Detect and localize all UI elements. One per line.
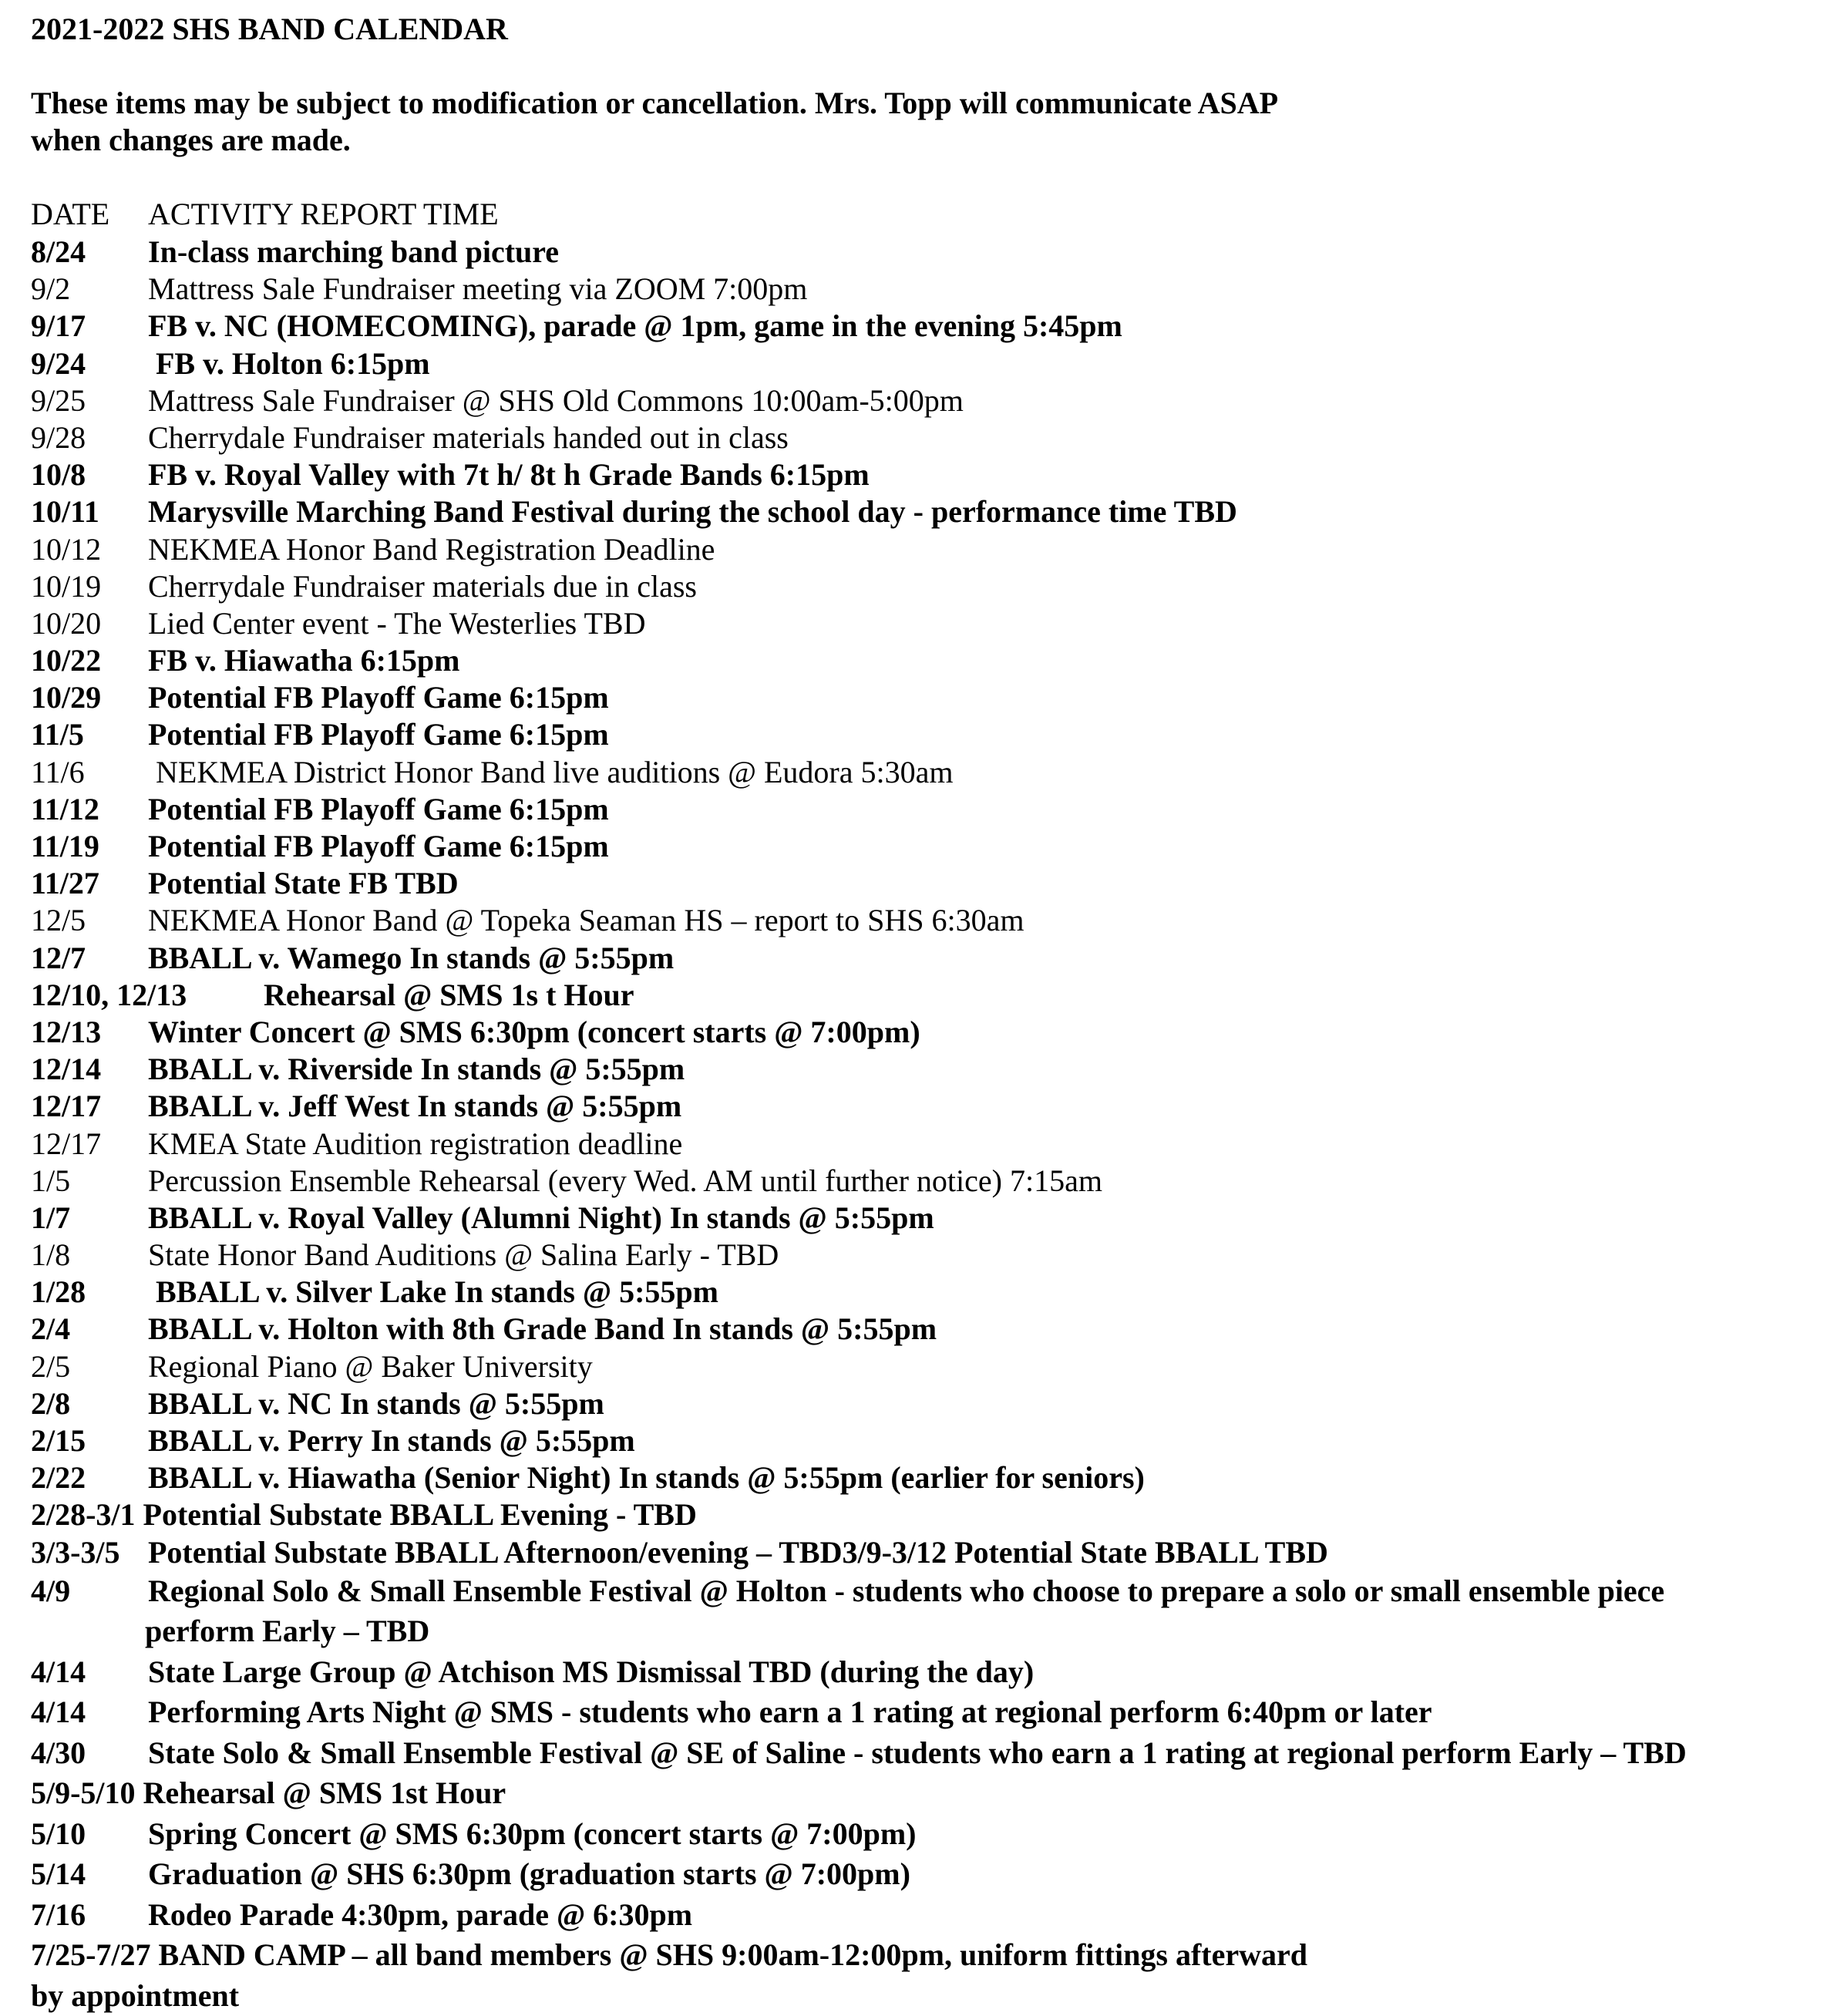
list-item: [31, 1571, 1804, 1652]
list-item: [31, 1200, 1804, 1237]
list-item: [31, 531, 1804, 568]
entry-activity: Cherrydale Fundraiser materials due in class: [148, 568, 697, 604]
entry-date: 9/25: [31, 382, 86, 418]
entry-date: 10/11: [31, 494, 99, 530]
entry-date: 4/9: [31, 1573, 71, 1608]
entry-activity: In-class marching band picture: [148, 234, 560, 269]
entry-activity: Potential FB Playoff Game 6:15pm: [148, 717, 609, 752]
list-item: [31, 642, 1804, 679]
notice-text: [31, 85, 1278, 159]
entry-date: 1/5: [31, 1163, 71, 1198]
entry-date: 10/12: [31, 531, 102, 567]
calendar-list: [31, 234, 1804, 2016]
entry-activity: NEKMEA Honor Band @ Topeka Seaman HS – report to SHS 6:30am: [148, 903, 1025, 938]
list-item: [31, 271, 1804, 308]
list-item: [31, 828, 1804, 865]
entry-activity: Mattress Sale Fundraiser meeting via ZOOM 7:00pm: [148, 271, 808, 307]
list-item: [31, 1459, 1804, 1496]
entry-date: 12/17: [31, 1089, 102, 1124]
entry-activity: Regional Piano @ Baker University: [148, 1348, 593, 1384]
list-item: [31, 1692, 1804, 1733]
entry-date: 9/17: [31, 308, 86, 344]
entry-date: 12/5: [31, 903, 86, 938]
list-item: [31, 1733, 1804, 1774]
list-item: [31, 1895, 1804, 1936]
entry-date: 5/9-5/10: [31, 1775, 136, 1811]
entry-activity: Graduation @ SHS 6:30pm (graduation starts @ 7:00pm): [148, 1856, 910, 1892]
list-item: [31, 865, 1804, 902]
entry-date: 8/24: [31, 234, 86, 269]
entry-date: 2/15: [31, 1423, 86, 1458]
entry-date: 10/20: [31, 605, 102, 641]
entry-activity: Potential FB Playoff Game 6:15pm: [148, 829, 609, 863]
entry-activity: FB v. Hiawatha 6:15pm: [148, 643, 460, 678]
entry-date: 5/14: [31, 1856, 86, 1892]
entry-date: 2/28-3/1: [31, 1497, 136, 1533]
entry-date: 12/17: [31, 1126, 102, 1161]
list-item: [31, 1854, 1804, 1895]
entry-date: 4/14: [31, 1695, 86, 1730]
list-item: [31, 308, 1804, 345]
entry-activity: NEKMEA District Honor Band live auditions @ Eudora 5:30am: [156, 754, 954, 789]
entry-date: 7/16: [31, 1897, 86, 1932]
activity-column-header: ACTIVITY REPORT TIME: [148, 197, 499, 231]
entry-date: 2/8: [31, 1385, 71, 1421]
entry-date: 11/5: [31, 717, 84, 752]
column-header: [31, 196, 499, 233]
entry-activity: BBALL v. Jeff West In stands @ 5:55pm: [148, 1089, 682, 1124]
entry-activity: Rehearsal @ SMS 1s t Hour: [264, 977, 634, 1012]
list-item: [31, 1496, 1804, 1533]
entry-activity: Percussion Ensemble Rehearsal (every Wed. AM until further notice) 7:15am: [148, 1163, 1102, 1198]
entry-activity: Winter Concert @ SMS 6:30pm (concert starts @ 7:00pm): [148, 1014, 920, 1049]
entry-activity: Spring Concert @ SMS 6:30pm (concert starts @ 7:00pm): [148, 1816, 917, 1851]
entry-date: 10/8: [31, 457, 86, 493]
entry-inline: [31, 1773, 506, 1814]
list-item: [31, 754, 1804, 791]
entry-date: 10/29: [31, 680, 102, 715]
list-item: [31, 1163, 1804, 1200]
entry-date: 12/14: [31, 1052, 102, 1087]
list-item: [31, 716, 1804, 753]
entry-activity: NEKMEA Honor Band Registration Deadline: [148, 531, 715, 567]
entry-date: 9/2: [31, 271, 71, 307]
entry-date: 1/28: [31, 1274, 86, 1310]
list-item: [31, 1773, 1804, 1814]
entry-activity: BAND CAMP – all band members @ SHS 9:00am-12:00pm, uniform fittings afterward: [158, 1937, 1308, 1973]
entry-activity: Potential Substate BBALL Evening - TBD: [143, 1497, 697, 1533]
entry-date: 1/8: [31, 1237, 71, 1273]
entry-date: 11/19: [31, 829, 99, 863]
entry-date: 3/3-3/5: [31, 1534, 120, 1570]
notice-line-1: These items may be subject to modification or cancellation. Mrs. Topp will communicate ASAP: [31, 86, 1279, 120]
entry-activity: BBALL v. Royal Valley (Alumni Night) In stands @ 5:55pm: [148, 1200, 934, 1235]
entry-activity: Rodeo Parade 4:30pm, parade @ 6:30pm: [148, 1897, 693, 1932]
list-item: [31, 940, 1804, 977]
entry-activity: BBALL v. Perry In stands @ 5:55pm: [148, 1423, 635, 1458]
entry-activity: BBALL v. Wamego In stands @ 5:55pm: [148, 940, 675, 975]
entry-inline: [31, 1935, 1307, 1976]
list-item: [31, 1051, 1804, 1088]
entry-activity: State Honor Band Auditions @ Salina Early - TBD: [148, 1237, 779, 1273]
list-item: [31, 1422, 1804, 1459]
list-item: [31, 1014, 1804, 1051]
entry-date: 2/22: [31, 1460, 86, 1496]
entry-activity: State Large Group @ Atchison MS Dismissal TBD (during the day): [148, 1654, 1035, 1689]
list-item: [31, 345, 1804, 382]
list-item: [31, 977, 1804, 1014]
entry-activity: BBALL v. NC In stands @ 5:55pm: [148, 1385, 604, 1421]
list-item: [31, 1274, 1804, 1311]
list-item: [31, 1534, 1804, 1571]
list-item-continued: [31, 1976, 1804, 2016]
entry-activity-continued: by appointment: [31, 1977, 240, 2013]
list-item: [31, 1237, 1804, 1274]
entry-activity: Marysville Marching Band Festival during the school day - performance time TBD: [148, 494, 1237, 530]
entry-date: 12/13: [31, 1014, 102, 1049]
notice-line-2: when changes are made.: [31, 123, 351, 157]
entry-date: 7/25-7/27: [31, 1937, 151, 1973]
entry-date: 4/14: [31, 1654, 86, 1689]
entry-date: 11/6: [31, 754, 85, 789]
entry-activity: Cherrydale Fundraiser materials handed out in class: [148, 419, 789, 455]
entry-activity-block: [145, 1571, 1782, 1652]
entry-date: 9/28: [31, 419, 86, 455]
entry-date: 2/4: [31, 1311, 71, 1347]
entry-activity: State Solo & Small Ensemble Festival @ SE of Saline - students who earn a 1 rating at regional perform Early – TBD: [148, 1735, 1687, 1770]
list-item: [31, 1348, 1804, 1385]
list-item: [31, 419, 1804, 456]
entry-activity: Potential FB Playoff Game 6:15pm: [148, 680, 609, 715]
entry-date: 10/22: [31, 643, 102, 678]
entry-date: 11/12: [31, 791, 99, 826]
entry-activity: Regional Solo & Small Ensemble Festival @ Holton - students who choose to prepare a solo or small ensemble piece: [148, 1573, 1665, 1608]
entry-inline: [31, 1496, 697, 1533]
entry-date: 5/10: [31, 1816, 86, 1851]
list-item: [31, 605, 1804, 642]
list-item: [31, 234, 1804, 271]
entry-activity: Rehearsal @ SMS 1st Hour: [143, 1775, 506, 1811]
entry-date: 1/7: [31, 1200, 71, 1235]
list-item: [31, 1385, 1804, 1422]
entry-activity: FB v. Holton 6:15pm: [156, 345, 430, 381]
entry-date: 10/19: [31, 568, 102, 604]
entry-date: 4/30: [31, 1735, 86, 1770]
list-item: [31, 1126, 1804, 1163]
list-item: [31, 1088, 1804, 1125]
list-item: [31, 568, 1804, 605]
list-item: [31, 493, 1804, 530]
list-item: [31, 902, 1804, 939]
entry-activity: FB v. Royal Valley with 7t h/ 8t h Grade Bands 6:15pm: [148, 457, 870, 493]
list-item: [31, 791, 1804, 828]
entry-date: 11/27: [31, 866, 99, 901]
list-item: [31, 456, 1804, 493]
entry-activity: BBALL v. Silver Lake In stands @ 5:55pm: [156, 1274, 718, 1310]
date-column-header: DATE: [31, 197, 110, 231]
entry-activity-continued: perform Early – TBD: [145, 1614, 430, 1649]
entry-activity: Lied Center event - The Westerlies TBD: [148, 605, 646, 641]
entry-activity: BBALL v. Hiawatha (Senior Night) In stands @ 5:55pm (earlier for seniors): [148, 1460, 1145, 1496]
entry-date: 9/24: [31, 345, 86, 381]
list-item: [31, 1311, 1804, 1348]
entry-activity: KMEA State Audition registration deadline: [148, 1126, 683, 1161]
entry-date: 12/7: [31, 940, 86, 975]
page-title: 2021-2022 SHS BAND CALENDAR: [31, 12, 508, 46]
list-item: [31, 1652, 1804, 1693]
entry-activity: BBALL v. Holton with 8th Grade Band In stands @ 5:55pm: [148, 1311, 937, 1347]
list-item: [31, 1935, 1804, 1976]
entry-activity: Potential State FB TBD: [148, 866, 459, 901]
entry-activity: Potential FB Playoff Game 6:15pm: [148, 791, 609, 826]
entry-date: 12/10, 12/13: [31, 977, 187, 1012]
entry-activity: Mattress Sale Fundraiser @ SHS Old Commons 10:00am-5:00pm: [148, 382, 964, 418]
list-item: [31, 679, 1804, 716]
entry-date: 2/5: [31, 1348, 71, 1384]
list-item: [31, 382, 1804, 419]
entry-activity: Potential Substate BBALL Afternoon/evening – TBD3/9-3/12 Potential State BBALL TBD: [148, 1534, 1328, 1570]
list-item: [31, 1814, 1804, 1855]
entry-activity: FB v. NC (HOMECOMING), parade @ 1pm, game in the evening 5:45pm: [148, 308, 1122, 344]
entry-activity: Performing Arts Night @ SMS - students who earn a 1 rating at regional perform 6:40pm or later: [148, 1695, 1432, 1730]
entry-activity: BBALL v. Riverside In stands @ 5:55pm: [148, 1052, 685, 1087]
